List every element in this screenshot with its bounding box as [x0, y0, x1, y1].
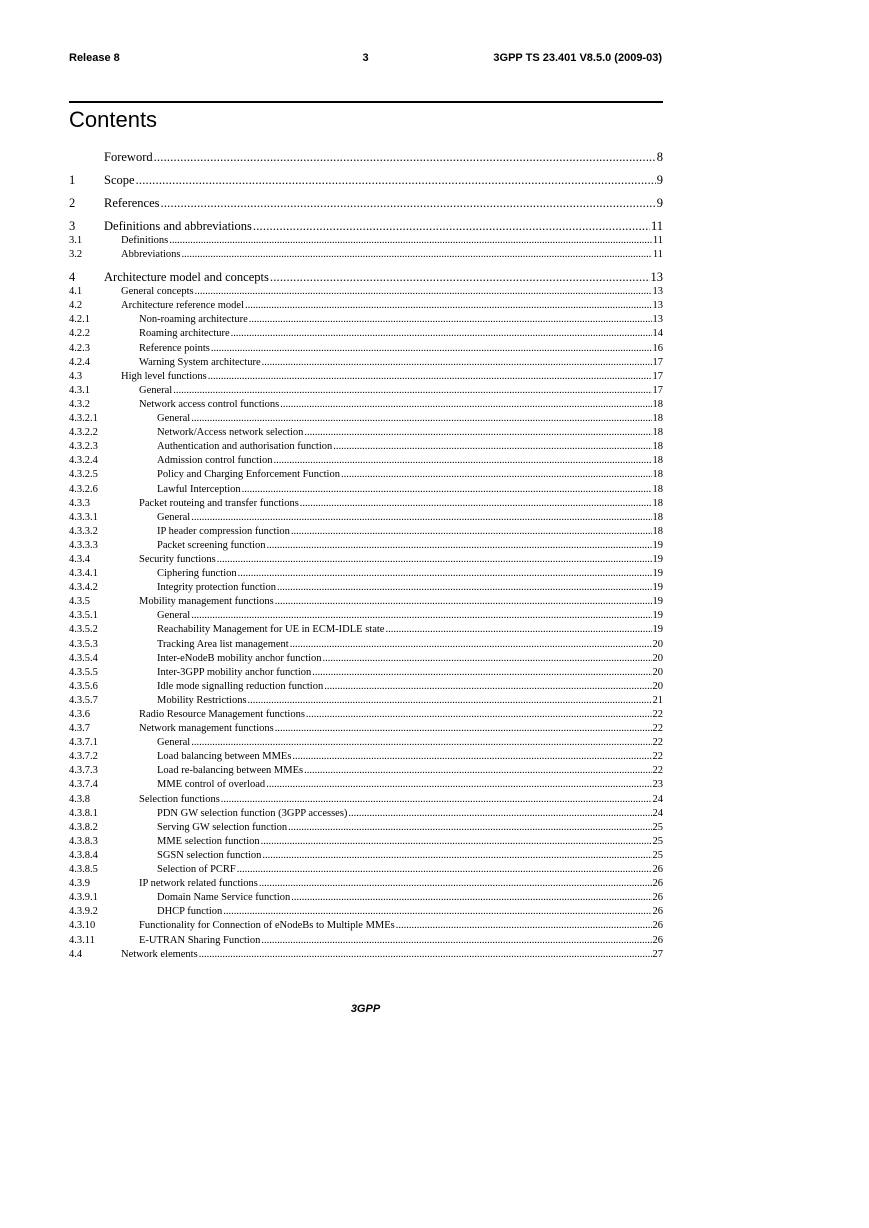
toc-entry[interactable]	[69, 694, 663, 708]
toc-entry-title: Serving GW selection function	[157, 821, 288, 835]
toc-entry-title: Foreword	[104, 150, 153, 164]
toc-entry-title: DHCP function	[157, 905, 223, 919]
toc-entry-number: 4.3.5.3	[69, 638, 98, 650]
toc-entry-page: 21	[652, 694, 664, 708]
toc-entry-page: 14	[652, 327, 664, 341]
toc-entry-page: 26	[652, 877, 664, 891]
toc-entry[interactable]	[69, 793, 663, 807]
toc-entry-number: 4.3.5.5	[69, 666, 98, 678]
toc-dot-leader	[266, 778, 651, 792]
toc-entry[interactable]	[69, 327, 663, 341]
toc-entry-number: 4.3.5.4	[69, 652, 98, 664]
toc-entry-page: 18	[652, 398, 664, 412]
toc-entry[interactable]	[69, 919, 663, 933]
toc-entry[interactable]	[69, 821, 663, 835]
toc-entry-title: Admission control function	[157, 454, 274, 468]
toc-entry[interactable]	[69, 173, 663, 188]
toc-entry-page: 18	[652, 497, 664, 511]
toc-dot-leader	[195, 285, 652, 299]
toc-entry[interactable]	[69, 750, 663, 764]
header-document-id: 3GPP TS 23.401 V8.5.0 (2009-03)	[493, 52, 662, 64]
toc-entry-title: Mobility management functions	[139, 595, 275, 609]
toc-entry-page: 18	[652, 483, 664, 497]
toc-entry-title: Non-roaming architecture	[139, 313, 249, 327]
toc-entry-number: 4.3.3.3	[69, 539, 98, 551]
toc-entry[interactable]	[69, 638, 663, 652]
toc-entry[interactable]	[69, 483, 663, 497]
toc-dot-leader	[304, 764, 651, 778]
toc-entry[interactable]	[69, 412, 663, 426]
toc-entry-page: 18	[652, 511, 664, 525]
toc-entry-number: 4	[69, 270, 76, 285]
toc-entry[interactable]	[69, 948, 663, 962]
toc-entry-title: Selection functions	[139, 793, 221, 807]
toc-entry-title: General concepts	[121, 285, 195, 299]
toc-entry[interactable]	[69, 891, 663, 905]
toc-dot-leader	[261, 934, 651, 948]
toc-entry-page: 26	[652, 863, 664, 877]
toc-dot-leader	[169, 234, 652, 248]
toc-dot-leader	[323, 652, 652, 666]
toc-dot-leader	[261, 835, 652, 849]
toc-dot-leader	[291, 525, 652, 539]
toc-entry[interactable]	[69, 934, 663, 948]
toc-entry-title: General	[157, 736, 191, 750]
toc-entry[interactable]	[69, 553, 663, 567]
toc-dot-leader	[191, 412, 651, 426]
toc-entry[interactable]	[69, 384, 663, 398]
toc-entry[interactable]	[69, 285, 663, 299]
toc-entry-page: 13	[652, 313, 664, 327]
toc-entry-page: 19	[652, 553, 664, 567]
toc-entry-page: 9	[656, 173, 663, 187]
toc-entry-page: 18	[652, 525, 664, 539]
toc-entry[interactable]	[69, 468, 663, 482]
toc-dot-leader	[333, 440, 651, 454]
toc-entry[interactable]	[69, 722, 663, 736]
toc-entry-number: 4.3.7	[69, 723, 90, 735]
toc-entry[interactable]	[69, 623, 663, 637]
toc-entry-title: Load balancing between MMEs	[157, 750, 292, 764]
toc-entry[interactable]	[69, 609, 663, 623]
toc-entry-title: Inter-eNodeB mobility anchor function	[157, 652, 323, 666]
toc-dot-leader	[270, 270, 650, 285]
toc-entry-title: Roaming architecture	[139, 327, 231, 341]
toc-entry[interactable]	[69, 849, 663, 863]
toc-entry[interactable]	[69, 736, 663, 750]
toc-dot-leader	[237, 863, 652, 877]
toc-entry-page: 18	[652, 426, 664, 440]
toc-entry-page: 25	[652, 821, 664, 835]
toc-entry-number: 4.3.8.2	[69, 821, 98, 833]
toc-entry-page: 18	[652, 412, 664, 426]
toc-dot-leader	[211, 342, 652, 356]
toc-entry-number: 4.3.2	[69, 398, 90, 410]
footer-3gpp: 3GPP	[350, 1003, 381, 1015]
toc-entry-title: SGSN selection function	[157, 849, 262, 863]
toc-entry-number: 4.3.4.1	[69, 568, 98, 580]
toc-entry-page: 19	[652, 623, 664, 637]
toc-dot-leader	[223, 905, 651, 919]
toc-entry-title: MME selection function	[157, 835, 261, 849]
toc-dot-leader	[262, 356, 652, 370]
toc-entry-number: 4.3.10	[69, 920, 96, 932]
toc-entry-title: Mobility Restrictions	[157, 694, 248, 708]
toc-dot-leader	[304, 426, 651, 440]
toc-entry-page: 22	[652, 708, 664, 722]
toc-dot-leader	[231, 327, 652, 341]
toc-entry[interactable]	[69, 454, 663, 468]
toc-entry-title: References	[104, 196, 160, 210]
toc-entry[interactable]	[69, 525, 663, 539]
toc-dot-leader	[245, 299, 651, 313]
toc-entry-title: Idle mode signalling reduction function	[157, 680, 324, 694]
toc-entry-title: Radio Resource Management functions	[139, 708, 306, 722]
toc-entry-number: 4.3.9.1	[69, 892, 98, 904]
toc-dot-leader	[154, 150, 656, 165]
toc-dot-leader	[182, 248, 652, 262]
toc-entry-page: 26	[652, 919, 664, 933]
toc-entry-number: 4.3.2.2	[69, 427, 98, 439]
toc-entry-page: 20	[652, 666, 664, 680]
toc-entry-title: Definitions and abbreviations	[104, 219, 252, 233]
toc-entry-page: 23	[652, 778, 664, 792]
toc-dot-leader	[385, 623, 651, 637]
toc-entry-number: 4.3.9	[69, 878, 90, 890]
toc-dot-leader	[290, 638, 652, 652]
toc-entry-number: 4.3.3	[69, 497, 90, 509]
toc-entry-number: 4.3.6	[69, 709, 90, 720]
toc-entry-page: 8	[656, 150, 663, 164]
toc-entry-title: Packet routeing and transfer functions	[139, 497, 300, 511]
toc-dot-leader	[248, 694, 652, 708]
toc-entry[interactable]	[69, 270, 663, 285]
toc-entry-number: 4.3.2.6	[69, 483, 98, 495]
title-rule	[69, 101, 663, 103]
toc-entry-page: 24	[652, 807, 664, 821]
toc-entry-number: 4.3.4.2	[69, 582, 98, 594]
toc-dot-leader	[300, 497, 652, 511]
toc-entry-page: 17	[652, 370, 664, 384]
toc-entry-page: 20	[652, 652, 664, 666]
toc-entry-title: Network access control functions	[139, 398, 280, 412]
toc-entry-title: Load re-balancing between MMEs	[157, 764, 304, 778]
toc-entry[interactable]	[69, 764, 663, 778]
toc-entry-page: 19	[652, 567, 664, 581]
toc-entry-title: Security functions	[139, 553, 217, 567]
toc-entry-page: 11	[652, 234, 663, 248]
toc-dot-leader	[262, 849, 651, 863]
toc-entry[interactable]	[69, 299, 663, 313]
toc-entry[interactable]	[69, 398, 663, 412]
page-title: Contents	[69, 107, 158, 132]
toc-entry-title: Architecture model and concepts	[104, 270, 269, 285]
toc-entry-number	[69, 150, 104, 165]
toc-dot-leader	[396, 919, 652, 933]
toc-dot-leader	[292, 750, 651, 764]
toc-entry-title: Network elements	[121, 948, 199, 962]
toc-entry-number: 4.3.1	[69, 384, 90, 396]
toc-entry-title: Reference points	[139, 342, 211, 356]
toc-entry-number: 4.3.8.5	[69, 864, 98, 876]
toc-entry-number: 3.1	[69, 235, 83, 246]
toc-entry-title: Network/Access network selection	[157, 426, 304, 440]
toc-entry-number: 4.3.8	[69, 793, 90, 805]
toc-entry-number: 4.3.5.7	[69, 694, 98, 706]
toc-entry-number: 4.4	[69, 948, 83, 960]
toc-dot-leader	[266, 539, 651, 553]
toc-entry-title: E-UTRAN Sharing Function	[139, 934, 261, 948]
toc-dot-leader	[312, 666, 651, 680]
toc-entry-page: 18	[652, 440, 664, 454]
toc-entry-title: Network management functions	[139, 722, 275, 736]
toc-entry-page: 25	[652, 835, 664, 849]
toc-entry-title: Architecture reference model	[121, 299, 245, 313]
toc-entry-number: 4.3.2.4	[69, 455, 98, 467]
toc-entry[interactable]	[69, 426, 663, 440]
toc-entry-number: 4.3.5	[69, 596, 90, 608]
toc-entry-number: 2	[69, 196, 76, 210]
toc-entry[interactable]	[69, 497, 663, 511]
toc-entry-number: 4.3.5.6	[69, 680, 98, 692]
toc-entry[interactable]	[69, 807, 663, 821]
toc-entry-page: 26	[652, 905, 664, 919]
toc-entry-title: Policy and Charging Enforcement Function	[157, 468, 341, 482]
toc-entry-title: Ciphering function	[157, 567, 238, 581]
toc-entry-page: 26	[652, 891, 664, 905]
toc-entry-number: 4.3.8.1	[69, 807, 98, 819]
toc-entry-page: 13	[652, 299, 664, 313]
toc-dot-leader	[259, 877, 652, 891]
toc-entry-title: General	[157, 412, 191, 426]
toc-dot-leader	[291, 891, 651, 905]
toc-dot-leader	[306, 708, 652, 722]
toc-entry-page: 26	[652, 934, 664, 948]
toc-entry[interactable]	[69, 905, 663, 919]
toc-entry-title: Inter-3GPP mobility anchor function	[157, 666, 312, 680]
toc-dot-leader	[221, 793, 652, 807]
toc-dot-leader	[217, 553, 652, 567]
toc-entry-number: 3	[69, 219, 76, 233]
toc-dot-leader	[191, 736, 651, 750]
toc-dot-leader	[242, 483, 652, 497]
toc-entry-number: 4.3.11	[69, 934, 95, 946]
toc-entry-page: 19	[652, 581, 664, 595]
toc-entry-title: Packet screening function	[157, 539, 266, 553]
toc-entry-title: Lawful Interception	[157, 483, 242, 497]
toc-entry-page: 16	[652, 342, 664, 356]
toc-dot-leader	[208, 370, 652, 384]
toc-dot-leader	[277, 581, 652, 595]
toc-entry-title: PDN GW selection function (3GPP accesses)	[157, 807, 348, 821]
toc-entry[interactable]	[69, 581, 663, 595]
toc-dot-leader	[238, 567, 652, 581]
toc-dot-leader	[249, 313, 652, 327]
toc-entry-title: Domain Name Service function	[157, 891, 291, 905]
toc-entry[interactable]	[69, 835, 663, 849]
toc-entry-page: 18	[652, 468, 664, 482]
toc-entry-page: 22	[652, 736, 664, 750]
toc-entry-number: 4.3.3.2	[69, 525, 98, 537]
toc-entry-page: 13	[650, 270, 663, 285]
toc-dot-leader	[191, 609, 651, 623]
toc-entry-page: 19	[652, 609, 664, 623]
toc-entry-page: 18	[652, 454, 664, 468]
toc-entry-number: 4.3.7.1	[69, 737, 98, 749]
toc-entry[interactable]	[69, 248, 663, 262]
toc-entry[interactable]	[69, 356, 663, 370]
toc-entry-title: Integrity protection function	[157, 581, 277, 595]
toc-entry-number: 4.3.7.3	[69, 765, 98, 777]
toc-dot-leader	[275, 722, 652, 736]
toc-entry-title: General	[139, 384, 173, 398]
toc-entry-title: IP header compression function	[157, 525, 291, 539]
toc-dot-leader	[161, 196, 656, 211]
toc-entry[interactable]	[69, 196, 663, 211]
toc-entry-number: 4.3.5.2	[69, 624, 98, 636]
toc-entry-title: IP network related functions	[139, 877, 259, 891]
toc-dot-leader	[274, 454, 652, 468]
toc-entry-number: 4.2.3	[69, 342, 90, 354]
toc-entry-title: Authentication and authorisation function	[157, 440, 333, 454]
toc-entry-page: 19	[652, 539, 664, 553]
toc-entry[interactable]	[69, 567, 663, 581]
toc-entry-page: 19	[652, 595, 664, 609]
toc-entry-title: General	[157, 609, 191, 623]
toc-dot-leader	[275, 595, 652, 609]
toc-entry-number: 4.3.2.3	[69, 441, 98, 453]
toc-entry-page: 11	[652, 248, 663, 262]
toc-entry[interactable]	[69, 313, 663, 327]
toc-entry-number: 4.3.9.2	[69, 906, 98, 918]
toc-dot-leader	[136, 173, 656, 188]
toc-entry-page: 25	[652, 849, 664, 863]
toc-entry[interactable]	[69, 652, 663, 666]
toc-entry[interactable]	[69, 877, 663, 891]
toc-entry[interactable]	[69, 539, 663, 553]
toc-dot-leader	[288, 821, 651, 835]
toc-entry[interactable]	[69, 595, 663, 609]
toc-entry-number: 4.3.8.3	[69, 835, 98, 847]
toc-entry-title: High level functions	[121, 370, 208, 384]
toc-entry-title: Scope	[104, 173, 135, 187]
toc-entry-number: 4.3.5.1	[69, 610, 98, 622]
toc-entry-page: 22	[652, 722, 664, 736]
toc-entry-page: 22	[652, 764, 664, 778]
toc-entry[interactable]	[69, 863, 663, 877]
toc-dot-leader	[199, 948, 652, 962]
toc-entry-title: MME control of overload	[157, 778, 266, 792]
toc-entry-page: 17	[652, 384, 664, 398]
toc-dot-leader	[348, 807, 651, 821]
toc-dot-leader	[280, 398, 651, 412]
toc-dot-leader	[324, 680, 651, 694]
toc-entry[interactable]	[69, 708, 663, 722]
toc-entry-number: 4.3.2.5	[69, 469, 98, 481]
toc-entry-number: 4.2	[69, 300, 83, 312]
toc-entry-title: General	[157, 511, 191, 525]
toc-entry-number: 1	[69, 173, 76, 187]
header-release: Release 8	[69, 52, 120, 64]
toc-entry-number: 4.2.4	[69, 356, 90, 368]
toc-entry-page: 24	[652, 793, 664, 807]
toc-entry[interactable]	[69, 666, 663, 680]
toc-entry-title: Reachability Management for UE in ECM-IDLE state	[157, 623, 385, 637]
toc-entry-number: 4.3	[69, 370, 83, 382]
toc-dot-leader	[253, 219, 650, 234]
toc-entry-number: 4.1	[69, 286, 83, 298]
toc-entry-number: 4.2.2	[69, 328, 90, 340]
toc-entry-number: 4.3.7.4	[69, 779, 98, 791]
toc-entry[interactable]	[69, 342, 663, 356]
toc-entry-page: 17	[652, 356, 664, 370]
toc-entry[interactable]	[69, 778, 663, 792]
toc-entry[interactable]	[69, 511, 663, 525]
toc-entry[interactable]	[69, 370, 663, 384]
toc-dot-leader	[341, 468, 652, 482]
table-of-contents	[69, 150, 663, 962]
toc-entry[interactable]	[69, 219, 663, 234]
toc-entry-title: Tracking Area list management	[157, 638, 290, 652]
toc-entry-page: 22	[652, 750, 664, 764]
toc-entry[interactable]	[69, 150, 663, 165]
toc-entry-page: 20	[652, 638, 664, 652]
header-page-number: 3	[362, 52, 369, 64]
toc-entry[interactable]	[69, 680, 663, 694]
toc-entry[interactable]	[69, 440, 663, 454]
toc-entry-page: 20	[652, 680, 664, 694]
toc-entry-number: 4.3.8.4	[69, 849, 98, 861]
toc-entry-title: Warning System architecture	[139, 356, 262, 370]
toc-entry-number: 4.3.4	[69, 553, 90, 565]
toc-entry-number: 4.2.1	[69, 314, 90, 326]
toc-entry-page: 27	[652, 948, 664, 962]
toc-entry-title: Selection of PCRF	[157, 863, 237, 877]
toc-entry-page: 13	[652, 285, 664, 299]
toc-entry-title: Functionality for Connection of eNodeBs to Multiple MMEs	[139, 919, 396, 933]
toc-entry-number: 3.2	[69, 249, 83, 261]
toc-entry-title: Abbreviations	[121, 248, 182, 262]
toc-entry-page: 9	[656, 196, 663, 210]
toc-dot-leader	[173, 384, 651, 398]
toc-dot-leader	[191, 511, 651, 525]
toc-entry-number: 4.3.3.1	[69, 511, 98, 523]
toc-entry-title: Definitions	[121, 234, 169, 248]
toc-entry[interactable]	[69, 234, 663, 248]
toc-entry-number: 4.3.2.1	[69, 413, 98, 425]
toc-entry-page: 11	[650, 219, 663, 233]
toc-entry-number: 4.3.7.2	[69, 751, 98, 763]
